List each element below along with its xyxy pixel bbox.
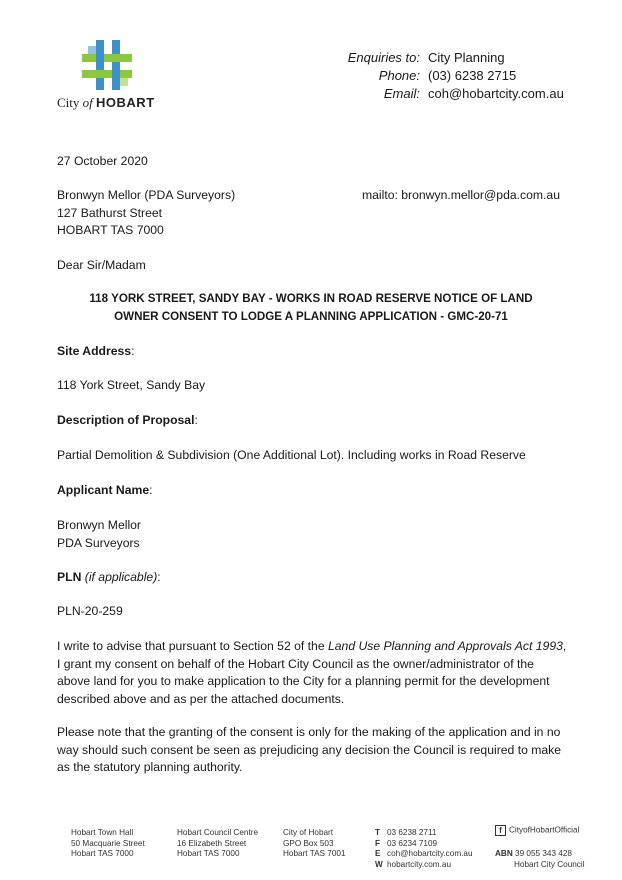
footer-line: 16 Elizabeth Street xyxy=(177,838,247,848)
web-key: W xyxy=(375,859,383,869)
heading-line-2: OWNER CONSENT TO LODGE A PLANNING APPLICATION - GMC-20-71 xyxy=(114,309,508,323)
recipient-name: Bronwyn Mellor (PDA Surveyors) xyxy=(57,188,236,202)
footer-email-link[interactable]: coh@hobartcity.com.au xyxy=(387,849,473,859)
abn-label: ABN xyxy=(495,849,513,858)
abn-value: 39 055 343 428 xyxy=(515,849,572,858)
phone-value: (03) 6238 2715 xyxy=(428,68,517,83)
fax-number: 03 6234 7109 xyxy=(387,838,438,848)
footer-social xyxy=(495,825,579,836)
recipient-street: 127 Bathurst Street xyxy=(57,205,163,220)
note-paragraph: Please note that the granting of the consent is only for the making of the application and in no way should such consent be seen as prejudicing any decision the Council is required to make as the statutory planning authority. xyxy=(57,725,562,774)
phone-number: 03 6238 2711 xyxy=(387,828,437,837)
recipient-mailto-link[interactable]: mailto: bronwyn.mellor@pda.com.au xyxy=(362,188,560,202)
enquiries-value: City Planning xyxy=(428,50,505,65)
footer-council-centre xyxy=(177,828,258,860)
site-address-label: Site Address xyxy=(57,344,132,358)
site-address-colon: : xyxy=(131,344,135,358)
logo-city-text: City xyxy=(57,95,80,110)
footer-email xyxy=(375,849,473,860)
footer-line: GPO Box 503 xyxy=(283,838,334,848)
applicant-colon: : xyxy=(149,483,153,497)
fax-key: F xyxy=(375,838,381,848)
enquiries-label: Enquiries to: xyxy=(347,50,420,65)
proposal-colon: : xyxy=(194,413,198,427)
consent-paragraph-part2: , I grant my consent on behalf of the Hobart City Council as the owner/administrator of the above land for you to make application to the City for a planning permit for the development described above and as per the attached documents. xyxy=(57,639,567,706)
hobart-logo-icon xyxy=(82,40,132,90)
phone-label: Phone: xyxy=(378,68,420,83)
facebook-icon: f xyxy=(495,825,506,836)
applicant-label-row xyxy=(57,482,153,500)
footer-line: 50 Macquarie Street xyxy=(71,838,145,848)
heading-line-1: 118 YORK STREET, SANDY BAY - WORKS IN ROAD RESERVE NOTICE OF LAND xyxy=(89,292,533,305)
applicant-name: Bronwyn Mellor xyxy=(57,518,141,532)
footer-abn xyxy=(495,849,585,870)
pln-colon: : xyxy=(157,570,161,584)
email-link[interactable]: coh@hobartcity.com.au xyxy=(428,86,564,101)
email-key: E xyxy=(375,849,381,859)
proposal-label: Description of Proposal xyxy=(57,413,195,427)
footer-line: Hobart TAS 7001 xyxy=(283,849,346,859)
footer-line: City of Hobart xyxy=(283,828,334,837)
footer-phone xyxy=(375,828,473,839)
email-label: Email: xyxy=(383,86,420,101)
footer-web-link[interactable]: hobartcity.com.au xyxy=(387,859,452,869)
applicant-company: PDA Surveyors xyxy=(57,535,140,550)
footer-line: Hobart Town Hall xyxy=(71,828,134,837)
pln-label-row xyxy=(57,569,161,587)
footer-postal xyxy=(283,828,346,860)
pln-value: PLN-20-259 xyxy=(57,604,123,618)
logo-wordmark xyxy=(57,95,155,111)
footer-web xyxy=(375,860,473,871)
pln-note: (if applicable) xyxy=(84,570,158,584)
act-title: Land Use Planning and Approvals Act 1993 xyxy=(328,639,563,653)
footer-line: Hobart TAS 7000 xyxy=(177,849,240,859)
applicant-label: Applicant Name xyxy=(57,483,150,497)
site-address-value: 118 York Street, Sandy Bay xyxy=(57,378,206,392)
logo-of-text: of xyxy=(82,95,93,110)
facebook-handle[interactable]: CityofHobartOfficial xyxy=(509,825,580,835)
letter-date: 27 October 2020 xyxy=(57,154,148,168)
abn-row xyxy=(495,849,585,860)
footer-town-hall xyxy=(71,828,145,860)
letter-heading xyxy=(31,290,591,325)
contact-values xyxy=(428,49,564,103)
phone-key: T xyxy=(375,828,381,837)
footer-line: Hobart Council Centre xyxy=(177,828,259,837)
contact-labels xyxy=(320,49,420,103)
consent-paragraph-part1: I write to advise that pursuant to Section 52 of the xyxy=(57,639,328,653)
city-of-hobart-logo xyxy=(52,38,172,114)
recipient-city: HOBART TAS 7000 xyxy=(57,223,164,237)
site-address-label-row xyxy=(57,343,134,361)
footer-contact xyxy=(375,828,473,870)
footer-line: Hobart TAS 7000 xyxy=(71,849,134,859)
facebook-row[interactable] xyxy=(495,825,579,836)
proposal-label-row xyxy=(57,412,198,430)
footer-fax xyxy=(375,839,473,850)
pln-label: PLN xyxy=(57,570,82,584)
applicant-value xyxy=(57,517,141,552)
proposal-value: Partial Demolition & Subdivision (One Additional Lot). Including works in Road Reserve xyxy=(57,448,526,462)
recipient-address xyxy=(57,187,235,240)
footer-council-name: Hobart City Council xyxy=(514,859,585,869)
consent-paragraph xyxy=(57,638,567,708)
salutation: Dear Sir/Madam xyxy=(57,258,146,272)
logo-hobart-text: HOBART xyxy=(96,95,155,110)
